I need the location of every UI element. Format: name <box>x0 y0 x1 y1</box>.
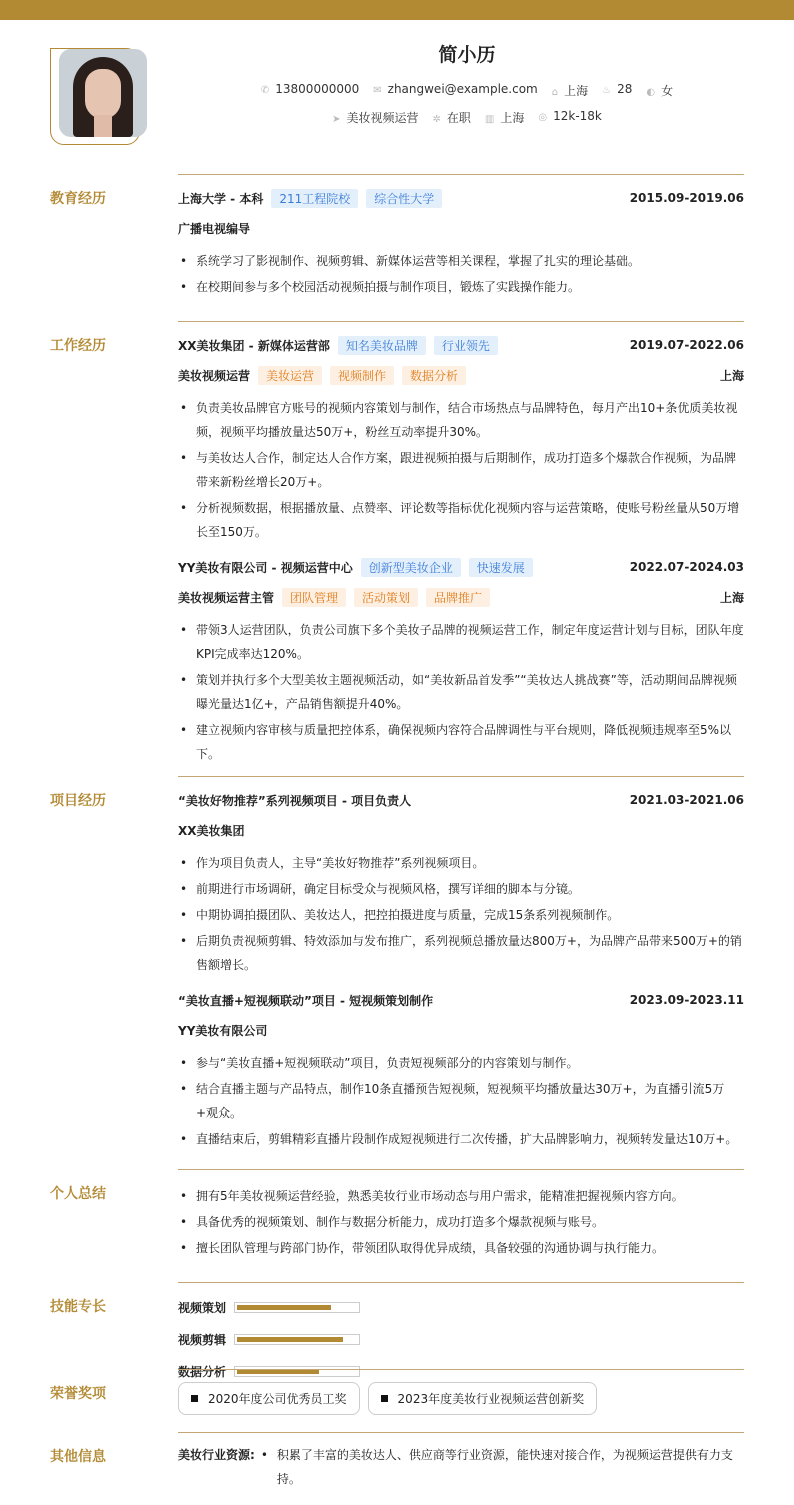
list-item: • 作为项目负责人，主导“美妆好物推荐”系列视频项目。 <box>178 851 744 875</box>
section-title: 其他信息 <box>50 1449 106 1465</box>
list-item: • 具备优秀的视频策划、制作与数据分析能力，成功打造多个爆款视频与账号。 <box>178 1210 744 1234</box>
phone: 13800000000 <box>275 82 360 96</box>
list-item: • 擅长团队管理与跨部门协作，带领团队取得优异成绩，具备较强的沟通协调与执行能力。 <box>178 1236 744 1260</box>
date: 2022.07-2024.03 <box>629 560 744 574</box>
award-badge <box>178 1382 360 1415</box>
list-item: • 结合直播主题与产品特点，制作10条直播预告短视频，短视频平均播放量达30万+，为直播引流5万+观众。 <box>178 1077 744 1125</box>
skill-tag: 活动策划 <box>354 588 418 607</box>
skill-item <box>178 1298 467 1316</box>
tag: 行业领先 <box>434 336 498 355</box>
email: zhangwei@example.com <box>387 82 538 96</box>
cake-icon: ♨ <box>602 85 612 96</box>
section-title: 个人总结 <box>50 1186 106 1202</box>
award-text: 2023年度美妆行业视频运营创新奖 <box>397 1392 585 1406</box>
tag: 211工程院校 <box>271 189 358 208</box>
square-icon <box>381 1395 388 1402</box>
entry-subtitle: XX美妆集团 <box>178 823 245 838</box>
list-item: • 系统学习了影视制作、视频剪辑、新媒体运营等相关课程，掌握了扎实的理论基础。 <box>178 249 744 273</box>
section-title: 荣誉奖项 <box>50 1386 106 1402</box>
entry-title: XX美妆集团 - 新媒体运营部 <box>178 338 330 353</box>
status-icon: ✲ <box>432 114 441 125</box>
list-item: • 在校期间参与多个校园活动视频拍摄与制作项目，锻炼了实践操作能力。 <box>178 275 744 299</box>
skill-bar <box>234 1334 360 1345</box>
skill-tag: 数据分析 <box>402 366 466 385</box>
phone-icon: ✆ <box>260 85 270 96</box>
gender: 女 <box>661 84 674 98</box>
list-item: • 参与“美妆直播+短视频联动”项目，负责短视频部分的内容策划与制作。 <box>178 1051 744 1075</box>
other-section <box>50 1432 744 1493</box>
job-intent-row <box>140 109 794 126</box>
salary: 12k-18k <box>553 109 602 123</box>
list-item: • 负责美妆品牌官方账号的视频内容策划与制作，结合市场热点与品牌特色，每月产出10+条优质美妆视频，视频平均播放量达50万+，粉丝互动率提升30%。 <box>178 396 744 444</box>
skill-tag: 团队管理 <box>282 588 346 607</box>
section-title: 工作经历 <box>50 338 106 354</box>
skill-name: 视频剪辑 <box>178 1332 227 1347</box>
list-item: • 后期负责视频剪辑、特效添加与发布推广，系列视频总播放量达800万+，为品牌产品带来500万+的销售额增长。 <box>178 929 744 977</box>
list-item: • 直播结束后，剪辑精彩直播片段制作成短视频进行二次传播，扩大品牌影响力，视频转发量达10万+。 <box>178 1127 744 1151</box>
top-accent-bar <box>0 0 794 20</box>
skill-bar <box>234 1302 360 1313</box>
list-item: • 前期进行市场调研，确定目标受众与视频风格，撰写详细的脚本与分镜。 <box>178 877 744 901</box>
date: 2021.03-2021.06 <box>629 793 744 807</box>
entry-title: “美妆直播+短视频联动”项目 - 短视频策划制作 <box>178 993 434 1008</box>
candidate-name: 简小历 <box>438 44 496 66</box>
skill-tag: 视频制作 <box>330 366 394 385</box>
date: 2019.07-2022.06 <box>629 338 744 352</box>
project-section <box>50 776 744 1153</box>
entry-subtitle: YY美妆有限公司 <box>178 1023 268 1038</box>
list-item: • 带领3人运营团队，负责公司旗下多个美妆子品牌的视频运营工作，制定年度运营计划与目标，团队年度KPI完成率达120%。 <box>178 618 744 666</box>
city: 上海 <box>719 590 744 605</box>
education-section <box>50 174 744 301</box>
skills-section <box>50 1282 744 1380</box>
list-item: • 拥有5年美妆视频运营经验，熟悉美妆行业市场动态与用户需求，能精准把握视频内容方向。 <box>178 1184 744 1208</box>
entry-title: YY美妆有限公司 - 视频运营中心 <box>178 560 353 575</box>
school: 上海大学 - 本科 <box>178 191 264 206</box>
skill-tag: 品牌推广 <box>426 588 490 607</box>
entry-subtitle: 美妆视频运营 <box>178 368 251 383</box>
money-icon: ◎ <box>538 112 548 123</box>
award-badge <box>368 1382 598 1415</box>
home-icon: ⌂ <box>551 87 559 98</box>
other-value: • 积累了丰富的美妆达人、供应商等行业资源，能快速对接合作，为视频运营提供有力支持。 <box>259 1443 744 1491</box>
list-item: • 策划并执行多个大型美妆主题视频活动，如“美妆新品首发季”“美妆达人挑战赛”等，活动期间品牌视频曝光量达1亿+，产品销售额提升40%。 <box>178 668 744 716</box>
work-section <box>50 321 744 768</box>
position: 美妆视频运营 <box>346 111 419 125</box>
date: 2015.09-2019.06 <box>629 191 744 205</box>
tag: 综合性大学 <box>366 189 442 208</box>
list-item: • 中期协调拍摄团队、美妆达人，把控拍摄进度与质量，完成15条系列视频制作。 <box>178 903 744 927</box>
summary-section <box>50 1169 744 1262</box>
list-item: • 建立视频内容审核与质量把控体系，确保视频内容符合品牌调性与平台规则，降低视频违规率至5%以下。 <box>178 718 744 766</box>
skill-name: 数据分析 <box>178 1364 227 1379</box>
age: 28 <box>617 82 633 96</box>
skill-tag: 美妆运营 <box>258 366 322 385</box>
building-icon: ▥ <box>484 114 495 125</box>
section-title: 教育经历 <box>50 191 106 207</box>
city: 上海 <box>719 368 744 383</box>
city: 上海 <box>500 111 525 125</box>
send-icon: ➤ <box>332 114 341 125</box>
other-key: 美妆行业资源: <box>178 1448 255 1462</box>
awards-section <box>50 1369 744 1415</box>
square-icon <box>191 1395 198 1402</box>
skill-bar-fill <box>237 1337 343 1342</box>
gender-icon: ◐ <box>646 87 656 98</box>
skill-name: 视频策划 <box>178 1300 227 1315</box>
section-title: 技能专长 <box>50 1299 106 1315</box>
entry-subtitle: 美妆视频运营主管 <box>178 590 275 605</box>
date: 2023.09-2023.11 <box>629 993 744 1007</box>
list-item: • 与美妆达人合作，制定达人合作方案，跟进视频拍摄与后期制作，成功打造多个爆款合作视频，为品牌带来新粉丝增长20万+。 <box>178 446 744 494</box>
contact-row <box>140 82 794 99</box>
entry-title: “美妆好物推荐”系列视频项目 - 项目负责人 <box>178 793 412 808</box>
mail-icon: ✉ <box>373 85 382 96</box>
tag: 快速发展 <box>469 558 533 577</box>
section-title: 项目经历 <box>50 793 106 809</box>
status: 在职 <box>446 111 471 125</box>
location: 上海 <box>564 84 589 98</box>
list-item: • 分析视频数据，根据播放量、点赞率、评论数等指标优化视频内容与运营策略，使账号粉丝量从50万增长至150万。 <box>178 496 744 544</box>
skill-bar-fill <box>237 1305 331 1310</box>
tag: 知名美妆品牌 <box>338 336 426 355</box>
skill-item <box>178 1330 467 1348</box>
tag: 创新型美妆企业 <box>361 558 461 577</box>
major: 广播电视编导 <box>178 221 251 236</box>
award-text: 2020年度公司优秀员工奖 <box>208 1392 347 1406</box>
